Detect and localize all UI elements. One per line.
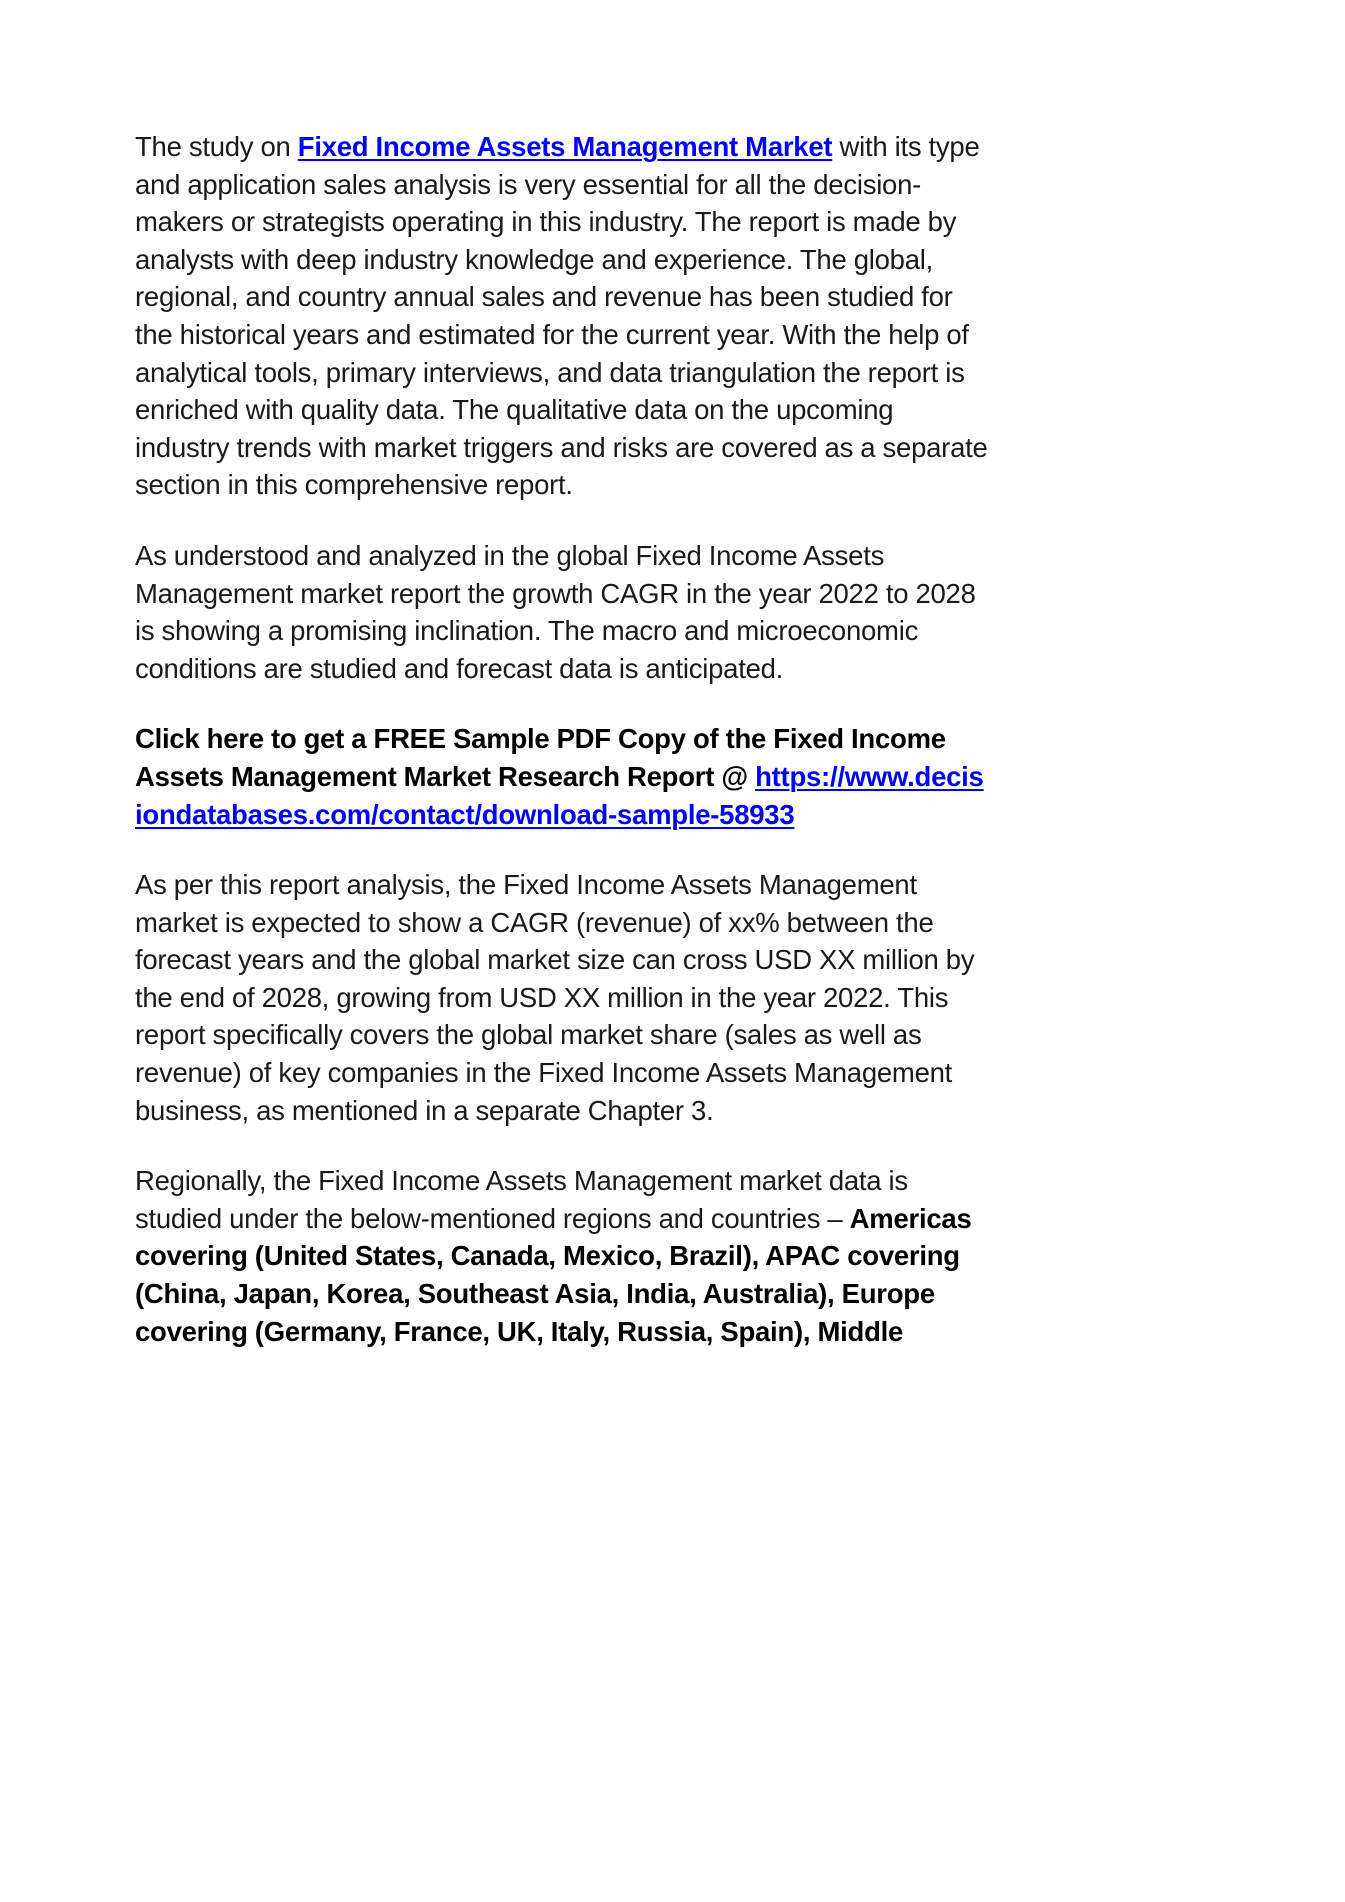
sample-cta-text: Click here to get a FREE Sample PDF Copy of the Fixed Income Assets Management Market Research Report @ bbox=[135, 723, 946, 792]
document-body bbox=[135, 128, 990, 1350]
paragraph-sample-cta bbox=[135, 720, 990, 833]
paragraph-intro bbox=[135, 128, 990, 504]
intro-lead-text: The study on bbox=[135, 131, 298, 162]
report-analysis-text: As per this report analysis, the Fixed Income Assets Management market is expected to show a CAGR (revenue) of xx% between the forecast years and the global market size can cross USD XX million by the end of 2028, growing from USD XX million in the year 2022. This report specifically covers the global market share (sales as well as revenue) of key companies in the Fixed Income Assets Management business, as mentioned in a separate Chapter 3. bbox=[135, 869, 975, 1126]
fixed-income-market-link[interactable]: Fixed Income Assets Management Market bbox=[297, 131, 833, 162]
regional-countries-text: Americas covering (United States, Canada, Mexico, Brazil), APAC covering (China, Japan, Korea, Southeast Asia, India, Australia), Europe covering (Germany, France, UK, Italy, Russia, Spain), Middle bbox=[135, 1202, 972, 1347]
paragraph-regional-scope bbox=[135, 1162, 990, 1350]
cagr-outlook-text: As understood and analyzed in the global Fixed Income Assets Management market report the growth CAGR in the year 2022 to 2028 is showing a promising inclination. The macro and microeconomic conditions are studied and forecast data is anticipated. bbox=[135, 539, 976, 684]
paragraph-report-analysis bbox=[135, 866, 990, 1129]
regional-lead-text: Regionally, the Fixed Income Assets Management market data is studied under the below-mentioned regions and countries – bbox=[135, 1165, 908, 1234]
intro-rest-text: with its type and application sales analysis is very essential for all the decision-makers or strategists operating in this industry. The report is made by analysts with deep industry knowledge and experience. The global, regional, and country annual sales and revenue has been studied for the historical years and estimated for the current year. With the help of analytical tools, primary interviews, and data triangulation the report is enriched with quality data. The qualitative data on the upcoming industry trends with market triggers and risks are covered as a separate section in this comprehensive report. bbox=[135, 131, 988, 501]
paragraph-cagr-outlook bbox=[135, 537, 990, 687]
download-sample-url-link[interactable]: https://www.decisiondatabases.com/contact/download-sample-58933 bbox=[135, 760, 984, 830]
